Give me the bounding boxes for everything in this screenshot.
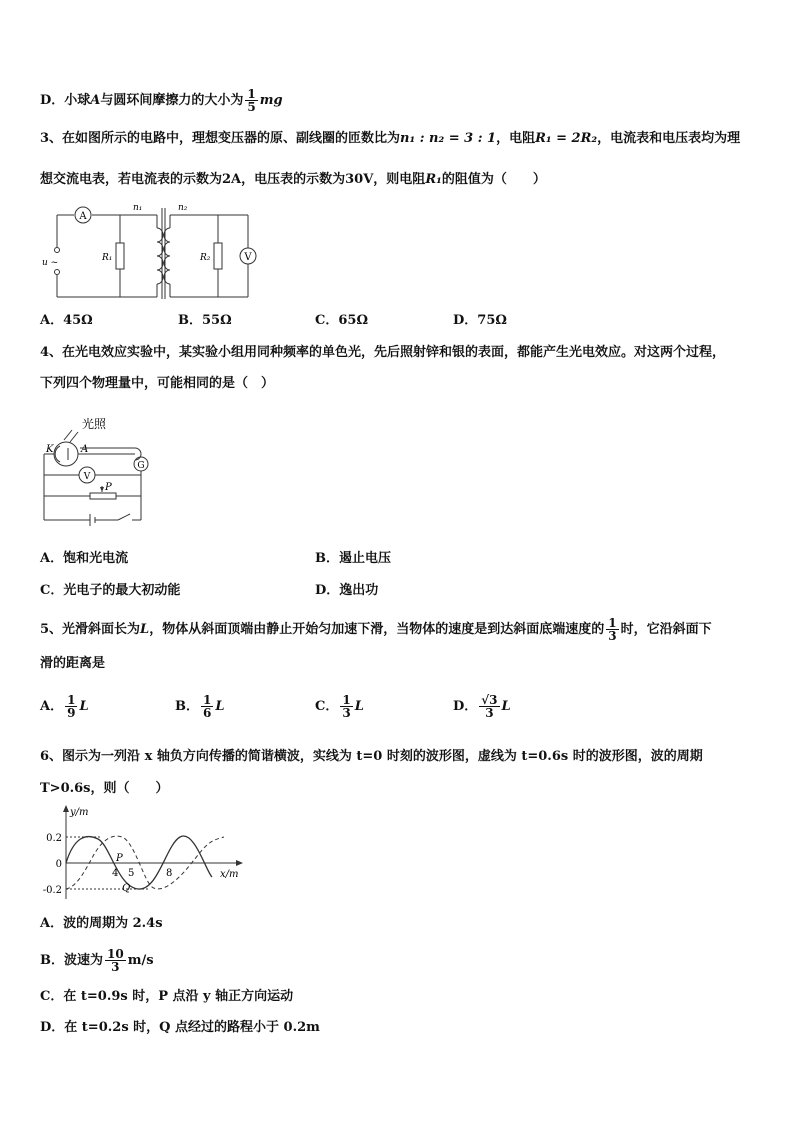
galvanometer-label: G bbox=[137, 461, 145, 471]
frac-num: 1 bbox=[608, 616, 617, 630]
q3-text-a: 3、在如图所示的电路中，理想变压器的原、副线圈的匝数比为 bbox=[40, 131, 401, 146]
point-q-label: Q bbox=[122, 883, 131, 894]
frac-den: 3 bbox=[342, 706, 351, 720]
frac-den: 6 bbox=[203, 706, 212, 720]
option-var: L bbox=[354, 699, 364, 714]
frac-den: 3 bbox=[105, 960, 126, 973]
q3-text-b: ，电阻 bbox=[496, 131, 536, 146]
q3-text-d: 想交流电表，若电流表的示数为2A，电压表的示数为30V，则电阻 bbox=[40, 172, 426, 187]
q3-option-a[interactable]: A．45Ω bbox=[40, 313, 93, 328]
q4-stem-line2: 下列四个物理量中，可能相同的是（ ） bbox=[40, 376, 275, 391]
q3-option-d[interactable]: D．75Ω bbox=[453, 313, 507, 328]
x-tick-5: 5 bbox=[128, 868, 135, 879]
option-unit: m/s bbox=[127, 953, 154, 968]
q3-transformer-circuit bbox=[40, 200, 270, 305]
q5-text-c: 时，它沿斜面下 bbox=[620, 622, 712, 637]
q2-option-d bbox=[40, 88, 283, 113]
frac-den: 3 bbox=[608, 629, 617, 643]
r1-label: R₁ bbox=[102, 253, 113, 263]
q5-option-c[interactable] bbox=[315, 694, 364, 719]
q5-option-a[interactable] bbox=[40, 694, 89, 719]
option-var: L bbox=[215, 699, 225, 714]
q5-option-b[interactable] bbox=[175, 694, 225, 719]
option-fraction bbox=[105, 948, 126, 973]
q6-stem-line1: 6、图示为一列沿 x 轴负方向传播的简谐横波，实线为 t=0 时刻的波形图，虚线为 t=0.6s 时的波形图，波的周期 bbox=[40, 749, 703, 764]
frac-num: 1 bbox=[247, 87, 256, 101]
y-tick-top: 0.2 bbox=[46, 833, 62, 844]
q3-var: R₁ bbox=[425, 172, 442, 187]
q2-optd-text: D．小球 bbox=[40, 93, 91, 108]
y-tick-bottom: -0.2 bbox=[42, 885, 62, 896]
option-label: B． bbox=[175, 699, 199, 714]
source-label: u ~ bbox=[42, 258, 59, 268]
q6-option-b[interactable] bbox=[40, 948, 154, 973]
option-label: A． bbox=[40, 699, 64, 714]
option-fraction bbox=[201, 694, 213, 719]
q4-option-b[interactable]: B．遏止电压 bbox=[315, 551, 391, 566]
option-fraction bbox=[340, 694, 352, 719]
option-fraction bbox=[65, 694, 77, 719]
light-label: 光照 bbox=[82, 417, 107, 431]
option-var: L bbox=[501, 699, 511, 714]
frac-num: √3 bbox=[481, 693, 498, 707]
frac-num: 10 bbox=[107, 947, 124, 961]
frac-den: 3 bbox=[479, 706, 499, 719]
q4-option-a[interactable]: A．饱和光电流 bbox=[40, 551, 129, 566]
q6-option-c[interactable]: C．在 t=0.9s 时，P 点沿 y 轴正方向运动 bbox=[40, 989, 294, 1004]
q5-fraction bbox=[606, 617, 618, 642]
q2-optd-tail: mg bbox=[259, 93, 283, 108]
q4-stem-line1: 4、在光电效应实验中，某实验小组用同种频率的单色光，先后照射锌和银的表面，都能产生光电效应。对这两个过程， bbox=[40, 345, 726, 360]
n1-label: n₁ bbox=[133, 203, 143, 213]
r2-label: R₂ bbox=[200, 253, 211, 263]
y-axis-label: y/m bbox=[70, 807, 89, 818]
frac-num: 1 bbox=[342, 693, 351, 707]
q5-text-a: 5、光滑斜面长为 bbox=[40, 622, 141, 637]
q3-ratio: n₁ : n₂ = 3 : 1 bbox=[400, 131, 497, 146]
frac-num: 1 bbox=[67, 693, 76, 707]
q3-stem-line2 bbox=[40, 171, 546, 189]
cathode-k-label: K bbox=[46, 444, 54, 455]
q4-option-c[interactable]: C．光电子的最大初动能 bbox=[40, 583, 181, 598]
q6-option-d[interactable]: D．在 t=0.2s 时，Q 点经过的路程小于 0.2m bbox=[40, 1020, 320, 1035]
x-tick-4: 4 bbox=[112, 868, 119, 879]
q5-stem-line2: 滑的距离是 bbox=[40, 656, 106, 671]
option-text: B．波速为 bbox=[40, 953, 103, 968]
q2-optd-fraction bbox=[245, 88, 257, 113]
q3-stem-line1 bbox=[40, 130, 740, 148]
ammeter-label: A bbox=[79, 211, 87, 222]
option-label: D． bbox=[453, 699, 478, 714]
anode-a-label: A bbox=[81, 444, 89, 455]
q3-option-b[interactable]: B．55Ω bbox=[178, 313, 232, 328]
option-label: C． bbox=[315, 699, 339, 714]
q2-optd-mid: 与圆环间摩擦力的大小为 bbox=[100, 93, 244, 108]
frac-num: 1 bbox=[203, 693, 212, 707]
q3-resist: R₁ = 2R₂ bbox=[535, 131, 598, 146]
q5-option-d[interactable] bbox=[453, 694, 511, 719]
q3-text-e: 的阻值为（ ） bbox=[441, 172, 546, 187]
q5-var-l: L bbox=[140, 622, 150, 637]
q2-optd-var: A bbox=[90, 93, 101, 108]
frac-den: 5 bbox=[247, 100, 256, 114]
q3-text-c: ，电流表和电压表均为理 bbox=[597, 131, 741, 146]
slider-p-label: P bbox=[105, 482, 112, 493]
q6-option-a[interactable]: A．波的周期为 2.4s bbox=[40, 916, 163, 931]
q3-option-c[interactable]: C．65Ω bbox=[315, 313, 369, 328]
q6-stem-line2: T>0.6s，则（ ） bbox=[40, 781, 169, 796]
voltmeter-label: V bbox=[83, 472, 91, 482]
voltmeter-label: V bbox=[244, 252, 252, 263]
frac-den: 9 bbox=[67, 706, 76, 720]
option-fraction bbox=[479, 694, 499, 719]
q5-text-b: ，物体从斜面顶端由静止开始匀加速下滑，当物体的速度是到达斜面底端速度的 bbox=[149, 622, 605, 637]
q4-option-d[interactable]: D．逸出功 bbox=[315, 583, 379, 598]
x-tick-8: 8 bbox=[166, 868, 173, 879]
option-var: L bbox=[79, 699, 89, 714]
q5-stem-line1 bbox=[40, 617, 712, 642]
point-p-label: P bbox=[116, 853, 123, 864]
q4-photoelectric-circuit bbox=[40, 412, 160, 527]
x-axis-label: x/m bbox=[220, 869, 239, 880]
n2-label: n₂ bbox=[178, 203, 188, 213]
q6-wave-graph bbox=[40, 803, 250, 903]
y-tick-zero: 0 bbox=[55, 859, 62, 870]
